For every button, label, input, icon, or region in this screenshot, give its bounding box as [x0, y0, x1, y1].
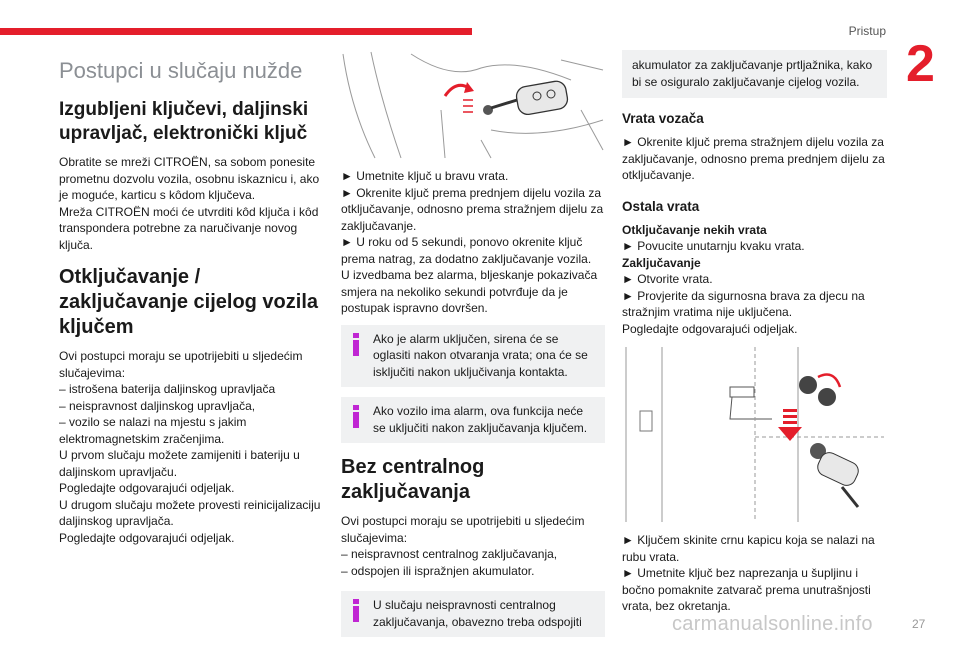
- text-line: U izvedbama bez alarma, bljeskanje pokazivača smjera na nekoliko sekundi potvrđuje da je postupak ispravno dovršen.: [341, 268, 598, 315]
- step: ► Provjerite da sigurnosna brava za djecu na stražnjim vratima nije uključena.: [622, 288, 865, 319]
- cross-reference: Pogledajte odgovarajući odjeljak.: [59, 481, 235, 495]
- watermark: carmanualsonline.info: [672, 613, 873, 635]
- note-text: U slučaju neispravnosti centralnog zaključavanja, obavezno treba odspojiti: [373, 598, 582, 629]
- subheading-locking: Zaključavanje: [622, 255, 701, 270]
- step: ► Povucite unutarnju kvaku vrata.: [622, 239, 805, 253]
- text-line: Ovi postupci moraju se upotrijebiti u sljedećim slučajevima:: [341, 514, 585, 545]
- chapter-accent-bar: [0, 28, 472, 35]
- subheading-unlock-some-doors: Otključavanje nekih vrata: [622, 222, 767, 237]
- step: ► Umetnite ključ bez naprezanja u šupljinu i bočno pomaknite zatvarač prema unutrašnjosti vrata, bez okretanja.: [622, 566, 871, 613]
- column-left: [59, 56, 325, 546]
- text-line: Ovi postupci moraju se upotrijebiti u sljedećim slučajevima:: [59, 349, 303, 380]
- paragraph: Mreža CITROËN moći će utvrditi kôd ključa i kôd transpondera potrebne za naručivanje novog ključa.: [59, 204, 319, 252]
- heading-unlock-lock-key: Otključavanje / zaključavanje cijelog vozila ključem: [59, 266, 319, 338]
- info-note: [341, 397, 605, 443]
- step: ► Ključem skinite crnu kapicu koja se nalazi na rubu vrata.: [622, 533, 875, 564]
- info-icon: [351, 333, 362, 357]
- text-line: U prvom slučaju možete zamijeniti i bateriju u daljinskom upravljaču.: [59, 448, 300, 479]
- cross-reference: Pogledajte odgovarajući odjeljak.: [622, 321, 798, 336]
- page-number: 27: [912, 617, 926, 631]
- note-text: Ako vozilo ima alarm, ova funkcija neće se uključiti nakon zaključavanja ključem.: [373, 404, 588, 435]
- step: ► Umetnite ključ u bravu vrata.: [341, 169, 509, 183]
- list-item: – neispravnost centralnog zaključavanja,: [341, 547, 558, 561]
- step: ► Okrenite ključ prema stražnjem dijelu vozila za zaključavanje, odnosno prema prednjem dijelu za otključavanje.: [622, 135, 885, 182]
- paragraph: Obratite se mreži CITROËN, sa sobom ponesite prometnu dozvolu vozila, osobnu iskaznicu i, ako je moguće, karticu s kôdom ključeva.: [59, 155, 320, 202]
- cross-reference: Pogledajte odgovarajući odjeljak.: [59, 530, 235, 545]
- list-item: – vozilo se nalazi na mjestu s jakim elektromagnetskim zračenjima.: [59, 415, 247, 446]
- heading-other-doors: Ostala vrata: [622, 198, 700, 214]
- section-name: Pristup: [848, 24, 886, 38]
- heading-lost-keys: Izgubljeni ključevi, daljinski upravljač, elektronički ključ: [59, 99, 309, 144]
- list-item: – istrošena baterija daljinskog upravljača: [59, 382, 276, 396]
- column-middle: [341, 50, 605, 647]
- step: ► Otvorite vrata.: [622, 272, 713, 286]
- list-item: – odspojen ili ispražnjen akumulator.: [341, 563, 535, 578]
- door-edge-cap-illustration: [622, 347, 884, 522]
- continued-note: [622, 50, 887, 98]
- list-item: – neispravnost daljinskog upravljača,: [59, 398, 256, 413]
- page-title: Postupci u slučaju nužde: [59, 58, 303, 83]
- step: ► U roku od 5 sekundi, ponovo okrenite ključ prema natrag, za dodatno zaključavanje vozila.: [341, 235, 592, 266]
- info-icon: [351, 405, 362, 429]
- info-icon: [351, 599, 362, 623]
- note-text: Ako je alarm uključen, sirena će se oglasiti nakon otvaranja vrata; ona će se isključiti nakon uključivanja kontakta.: [373, 331, 588, 379]
- key-in-door-lock-illustration: [341, 50, 605, 160]
- text-line: U drugom slučaju možete provesti reinicijalizaciju daljinskog upravljača.: [59, 497, 321, 528]
- info-note: [341, 325, 605, 388]
- chapter-number: 2: [906, 35, 935, 93]
- note-text: akumulator za zaključavanje prtljažnika, kako bi se osiguralo zaključavanje cijelog vozila.: [632, 58, 873, 89]
- heading-driver-door: Vrata vozača: [622, 111, 704, 126]
- column-right: [622, 50, 887, 615]
- info-note: [341, 591, 605, 637]
- step: ► Okrenite ključ prema prednjem dijelu vozila za otključavanje, odnosno prema stražnjem dijelu za zaključavanje.: [341, 185, 604, 233]
- heading-without-central-locking: Bez centralnog zaključavanja: [341, 456, 485, 503]
